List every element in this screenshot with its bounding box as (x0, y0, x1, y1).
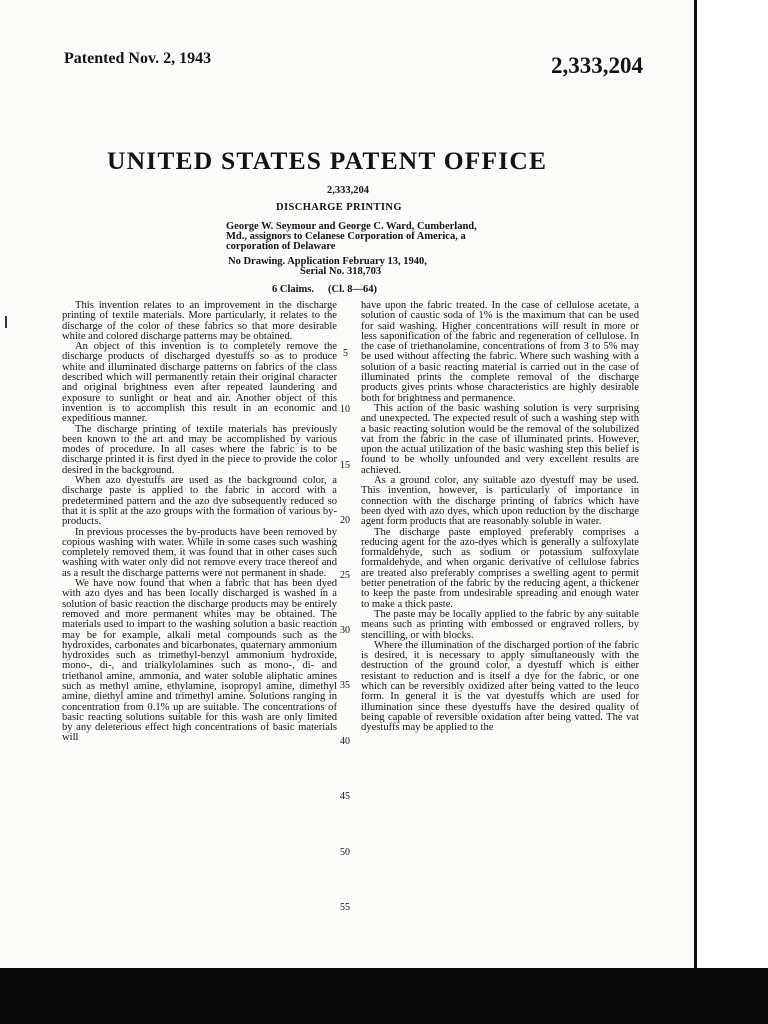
left-column (62, 301, 337, 744)
paragraph: The discharge printing of textile materials has previously been known to the art and may be accomplished by various modes of procedure. In all cases where the fabric is to be discharge printed it is first dyed in the piece to provide the color desired in the background. (62, 423, 337, 476)
line-number: 35 (340, 680, 350, 691)
line-number: 20 (340, 515, 350, 526)
sub-patent-number: 2,333,204 (327, 185, 369, 196)
serial-line: Serial No. 318,703 (300, 266, 382, 277)
page-edge (694, 0, 697, 1024)
right-column (361, 301, 639, 733)
office-title: UNITED STATES PATENT OFFICE (107, 146, 548, 175)
paragraph: An object of this invention is to completely remove the discharge products of discharged dyestuffs so as to produce white and illuminated discharge patterns on fabrics of the class described which will permanently retain their original character and original brightness even after repeated laundering and exposure to sunlight or heat and air. Another object of this invention is to accomplish this result in an economic and expeditious manner. (62, 341, 337, 425)
paragraph: We have now found that when a fabric that has been dyed with azo dyes and has been locally discharged is washed in a solution of basic reaction the discharge products may be entirely removed and more permanent whites may be obtained. The materials used to impart to the washing solution a basic reaction may be for example, alkali metal compounds such as the hydroxides, carbonates and bicarbonates, quaternary ammonium hydroxides such as trimethyl-benzyl ammonium hydroxide, mono-, di-, and trialkylolamines such as mono-, di- and triethanol amine, ammonia, and water soluble aliphatic amines such as methyl amine, ethylamine, isopropyl amine, dimethyl amine, diethyl amine and trimethyl amine. Solutions ranging in concentration from 0.1% up are suitable. The concentrations of basic reacting solutions suitable for this wash are only limited by any deleterious effect high concentrations of basic materials will (62, 578, 337, 744)
line-number: 40 (340, 736, 350, 747)
patent-date: Patented Nov. 2, 1943 (64, 50, 212, 67)
claims-count: 6 Claims. (272, 284, 314, 295)
invention-title: DISCHARGE PRINTING (276, 202, 402, 213)
line-number: 30 (340, 625, 350, 636)
application-line: No Drawing. Application February 13, 1940, (228, 256, 427, 267)
paragraph: The discharge paste employed preferably comprises a reducing agent for the azo-dyes which is generally a sulfoxylate formaldehyde, such as sodium or potassium sulfoxylate formaldehyde, and when organic derivative of cellulose fabrics are treated also preferably comprises a swelling agent to permit better penetration of the fabric by the reducing agent, a thickener to keep the paste from undesirable spreading and enough water to make a thick paste. (361, 526, 639, 610)
line-number: 50 (340, 847, 350, 858)
classification: (Cl. 8—64) (328, 284, 377, 295)
inventors-text: George W. Seymour and George C. Ward, Cumberland, Md., assignors to Celanese Corporation of America, a corporation of Delaware (226, 221, 477, 252)
line-number: 15 (340, 460, 350, 471)
patent-number: 2,333,204 (551, 53, 643, 78)
claims-line (272, 285, 391, 295)
line-number: 10 (340, 404, 350, 415)
line-number: 55 (340, 902, 350, 913)
line-number: 25 (340, 570, 350, 581)
paragraph: This action of the basic washing solution is very surprising and unexpected. The expected result of such a washing step with a basic reacting solution would be the removal of the solubilized vat from the fabric in the case of illuminated prints. However, upon the actual utilization of the basic washing step this belief is found to be wholly unfounded and very excellent results are achieved. (361, 402, 639, 476)
scan-mark (5, 316, 7, 328)
paragraph: Where the illumination of the discharged portion of the fabric is desired, it is necessary to apply simultaneously with the destruction of the ground color, a dyestuff which is either resistant to reduction and is itself a dye for the fabric, or one which can be reversibly oxidized after being vatted to the leuco form. In general it is the vat dyestuffs which are used for illumination since these dyestuffs have the desired quality of being capable of reversible oxidation after being vatted. The vat dyestuffs may be applied to the (361, 639, 639, 734)
line-number: 5 (343, 348, 348, 359)
paragraph: have upon the fabric treated. In the case of cellulose acetate, a solution of caustic soda of 1% is the maximum that can be used for said washing. Higher concentrations will result in more or less saponification of the fabric and regeneration of cellulose. In the case of triethanolamine, concentrations of from 3 to 5% may be used without affecting the fabric. Where such washing with a solution of a basic reacting material is carried out in the case of illuminated prints the complete removal of the discharge products gives prints whose characteristics are highly desirable both for brightness and permanence. (361, 300, 639, 404)
paragraph: As a ground color, any suitable azo dyestuff may be used. This invention, however, is particularly of importance in connection with the discharge printing of fabrics which have been dyed with azo dyes, which upon reduction by the discharge agent form products that are reasonably soluble in water. (361, 475, 639, 528)
paragraph: The paste may be locally applied to the fabric by any suitable means such as printing with embossed or engraved rollers, by stencilling, or with blocks. (361, 608, 639, 641)
line-number: 45 (340, 791, 350, 802)
paragraph: When azo dyestuffs are used as the background color, a discharge paste is applied to the fabric in accord with a predetermined pattern and the azo dye subsequently reduced so that it is split at the azo groups with the formation of various by-products. (62, 475, 337, 528)
paragraph: In previous processes the by-products have been removed by copious washing with water. While in some cases such washing completely removed them, it was found that in other cases such washing with water only did not remove every trace thereof and as a result the discharge patterns were not permanent in shade. (62, 526, 337, 579)
paragraph: This invention relates to an improvement in the discharge printing of textile materials. More particularly, it relates to the discharge of the color of these fabrics so that more desirable white and colored discharge patterns may be obtained. (62, 300, 337, 342)
scan-border (0, 968, 768, 1024)
